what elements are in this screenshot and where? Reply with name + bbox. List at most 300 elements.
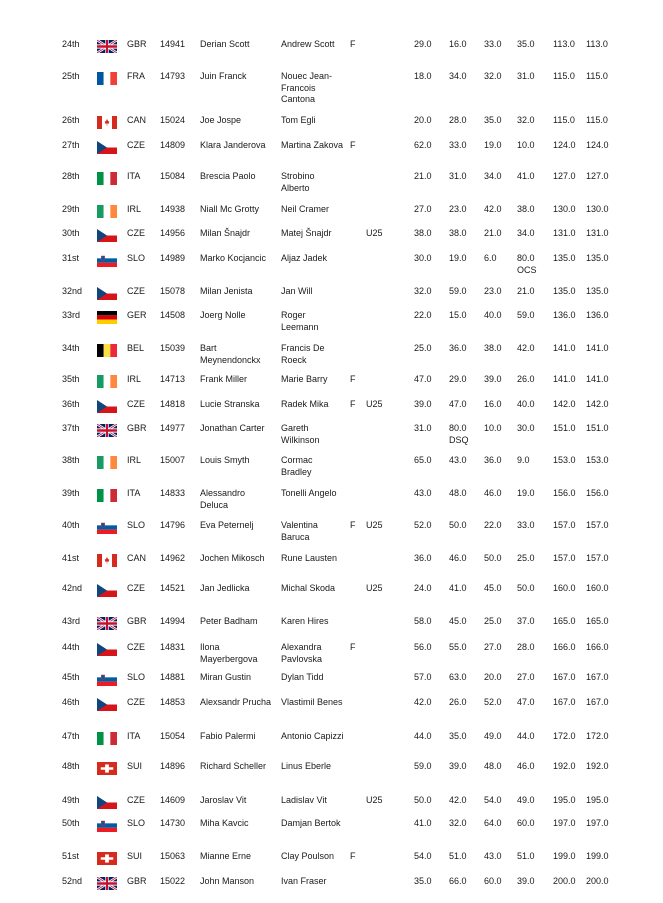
cell-sail: 15007: [160, 455, 186, 465]
cell-helm: Marko Kocjancic: [200, 253, 267, 263]
cell-r3: 23.0: [484, 286, 502, 296]
cell-nat: SLO: [127, 818, 146, 828]
cell-helm: Niall Mc Grotty: [200, 204, 260, 214]
cell-net: 127.0: [586, 171, 609, 181]
cell-r3: 43.0: [484, 851, 502, 861]
cell-total: 141.0: [553, 343, 576, 353]
cell-rank: 25th: [62, 71, 80, 81]
cell-r2: 45.0: [449, 616, 467, 626]
cell-nat: GBR: [127, 423, 147, 433]
cell-net: 136.0: [586, 310, 609, 320]
cell-total: 135.0: [553, 253, 576, 263]
cell-net: 113.0: [586, 39, 608, 49]
cell-r1: 43.0: [414, 488, 432, 498]
cell-rank: 30th: [62, 228, 80, 238]
flag-slo-icon: [97, 673, 117, 686]
cell-crew: Michal Skoda: [281, 583, 336, 593]
cell-sail: 14609: [160, 795, 186, 805]
flag-fra-icon: [97, 72, 117, 85]
cell-sail: 15054: [160, 731, 186, 741]
cell-net: 156.0: [586, 488, 609, 498]
cell-sail: 15063: [160, 851, 186, 861]
flag-ita-icon: [97, 172, 117, 185]
cell-nat: CZE: [127, 795, 145, 805]
cell-r1: 59.0: [414, 761, 432, 771]
cell-net: 172.0: [586, 731, 609, 741]
cell-crew: Cormac Bradley: [281, 455, 313, 477]
cell-sex: F: [350, 851, 356, 861]
cell-helm: Joe Jospe: [200, 115, 242, 125]
cell-crew: Valentina Baruca: [281, 520, 318, 542]
cell-r4: 80.0 OCS: [517, 253, 537, 275]
cell-crew: Andrew Scott: [281, 39, 335, 49]
flag-cze-icon: [97, 400, 117, 413]
cell-crew: Dylan Tidd: [281, 672, 324, 682]
cell-crew: Strobino Alberto: [281, 171, 315, 193]
cell-r3: 64.0: [484, 818, 502, 828]
cell-rank: 26th: [62, 115, 80, 125]
cell-sail: 14730: [160, 818, 186, 828]
cell-crew: Linus Eberle: [281, 761, 332, 771]
cell-total: 127.0: [553, 171, 576, 181]
flag-slo-icon: [97, 254, 117, 267]
cell-total: 115.0: [553, 115, 575, 125]
cell-nat: CZE: [127, 140, 145, 150]
cell-r4: 25.0: [517, 553, 535, 563]
cell-sex: F: [350, 39, 356, 49]
cell-sail: 14853: [160, 697, 186, 707]
cell-net: 200.0: [586, 876, 609, 886]
flag-bel-icon: [97, 344, 117, 357]
flag-gbr-icon: [97, 617, 117, 630]
cell-sail: 14896: [160, 761, 186, 771]
cell-net: 141.0: [586, 343, 609, 353]
cell-total: 157.0: [553, 520, 576, 530]
cell-r2: 15.0: [449, 310, 467, 320]
cell-nat: ITA: [127, 731, 141, 741]
cell-r2: 38.0: [449, 228, 467, 238]
cell-helm: Derian Scott: [200, 39, 250, 49]
cell-helm: Juin Franck: [200, 71, 247, 81]
cell-r4: 42.0: [517, 343, 535, 353]
cell-r3: 60.0: [484, 876, 502, 886]
cell-net: 135.0: [586, 286, 609, 296]
cell-nat: CZE: [127, 286, 145, 296]
cell-rank: 47th: [62, 731, 80, 741]
cell-sail: 14831: [160, 642, 186, 652]
cell-sail: 14938: [160, 204, 186, 214]
cell-helm: Lucie Stranska: [200, 399, 260, 409]
cell-rank: 37th: [62, 423, 80, 433]
cell-r4: 10.0: [517, 140, 535, 150]
cell-crew: Clay Poulson: [281, 851, 335, 861]
cell-net: 131.0: [586, 228, 609, 238]
cell-sail: 15084: [160, 171, 186, 181]
cell-nat: SLO: [127, 520, 146, 530]
cell-crew: Ladislav Vit: [281, 795, 327, 805]
cell-total: 165.0: [553, 616, 576, 626]
cell-r1: 57.0: [414, 672, 432, 682]
cell-nat: IRL: [127, 204, 142, 214]
cell-crew: Alexandra Pavlovska: [281, 642, 323, 664]
flag-irl-icon: [97, 205, 117, 218]
cell-helm: Bart Meynendonckx: [200, 343, 261, 365]
cell-r4: 28.0: [517, 642, 535, 652]
cell-helm: Frank Miller: [200, 374, 248, 384]
cell-nat: SUI: [127, 761, 143, 771]
flag-cze-icon: [97, 141, 117, 154]
cell-crew: Neil Cramer: [281, 204, 330, 214]
cell-r2: 31.0: [449, 171, 467, 181]
cell-r3: 19.0: [484, 140, 502, 150]
cell-r2: 80.0 DSQ: [449, 423, 469, 445]
flag-cze-icon: [97, 796, 117, 809]
cell-crew: Jan Will: [281, 286, 313, 296]
cell-rank: 31st: [62, 253, 80, 263]
cell-helm: Klara Janderova: [200, 140, 266, 150]
cell-rank: 40th: [62, 520, 80, 530]
cell-total: 172.0: [553, 731, 576, 741]
cell-net: 130.0: [586, 204, 609, 214]
cell-total: 136.0: [553, 310, 576, 320]
cell-total: 115.0: [553, 71, 575, 81]
cell-r3: 42.0: [484, 204, 502, 214]
cell-net: 166.0: [586, 642, 609, 652]
cell-r4: 37.0: [517, 616, 535, 626]
cell-helm: Ilona Mayerbergova: [200, 642, 258, 664]
cell-r3: 38.0: [484, 343, 502, 353]
cell-rank: 38th: [62, 455, 80, 465]
cell-helm: Richard Scheller: [200, 761, 267, 771]
cell-rank: 46th: [62, 697, 80, 707]
cell-cat: U25: [366, 228, 383, 238]
cell-nat: CZE: [127, 697, 145, 707]
cell-crew: Gareth Wilkinson: [281, 423, 320, 445]
cell-total: 131.0: [553, 228, 576, 238]
cell-crew: Roger Leemann: [281, 310, 319, 332]
cell-r3: 52.0: [484, 697, 502, 707]
cell-r3: 10.0: [484, 423, 502, 433]
cell-r3: 27.0: [484, 642, 502, 652]
cell-r4: 19.0: [517, 488, 535, 498]
cell-total: 124.0: [553, 140, 576, 150]
flag-irl-icon: [97, 456, 117, 469]
cell-nat: GBR: [127, 39, 147, 49]
cell-r3: 49.0: [484, 731, 502, 741]
cell-nat: SUI: [127, 851, 143, 861]
cell-total: 156.0: [553, 488, 576, 498]
cell-r4: 46.0: [517, 761, 535, 771]
cell-sail: 15024: [160, 115, 186, 125]
cell-r1: 54.0: [414, 851, 432, 861]
cell-net: 141.0: [586, 374, 609, 384]
cell-sail: 14809: [160, 140, 186, 150]
cell-r2: 55.0: [449, 642, 467, 652]
flag-cze-icon: [97, 643, 117, 656]
cell-total: 160.0: [553, 583, 576, 593]
flag-slo-icon: [97, 819, 117, 832]
cell-total: 200.0: [553, 876, 576, 886]
cell-r1: 38.0: [414, 228, 432, 238]
cell-r2: 35.0: [449, 731, 467, 741]
cell-helm: Milan Jenista: [200, 286, 253, 296]
cell-total: 151.0: [553, 423, 576, 433]
cell-rank: 42nd: [62, 583, 83, 593]
cell-r2: 42.0: [449, 795, 467, 805]
cell-rank: 36th: [62, 399, 80, 409]
cell-total: 199.0: [553, 851, 576, 861]
cell-sail: 14994: [160, 616, 186, 626]
cell-crew: Marie Barry: [281, 374, 328, 384]
cell-rank: 27th: [62, 140, 80, 150]
cell-helm: Fabio Palermi: [200, 731, 256, 741]
cell-total: 167.0: [553, 697, 576, 707]
cell-r3: 45.0: [484, 583, 502, 593]
cell-r4: 27.0: [517, 672, 535, 682]
cell-r3: 20.0: [484, 672, 502, 682]
cell-total: 197.0: [553, 818, 576, 828]
cell-rank: 39th: [62, 488, 80, 498]
cell-r4: 30.0: [517, 423, 535, 433]
cell-sail: 14962: [160, 553, 186, 563]
cell-r1: 50.0: [414, 795, 432, 805]
cell-r4: 33.0: [517, 520, 535, 530]
flag-sui-icon: [97, 852, 117, 865]
cell-r3: 39.0: [484, 374, 502, 384]
cell-rank: 50th: [62, 818, 80, 828]
cell-sail: 14508: [160, 310, 186, 320]
cell-r1: 30.0: [414, 253, 432, 263]
cell-r4: 35.0: [517, 39, 535, 49]
cell-r3: 50.0: [484, 553, 502, 563]
cell-r3: 22.0: [484, 520, 502, 530]
cell-r4: 34.0: [517, 228, 535, 238]
cell-r3: 6.0: [484, 253, 497, 263]
cell-r3: 33.0: [484, 39, 502, 49]
cell-rank: 28th: [62, 171, 80, 181]
cell-nat: IRL: [127, 374, 142, 384]
cell-r1: 31.0: [414, 423, 432, 433]
cell-net: 197.0: [586, 818, 609, 828]
cell-sail: 14956: [160, 228, 186, 238]
cell-helm: Jan Jedlicka: [200, 583, 250, 593]
cell-crew: Francis De Roeck: [281, 343, 325, 365]
cell-nat: CZE: [127, 642, 145, 652]
cell-rank: 51st: [62, 851, 80, 861]
cell-r2: 41.0: [449, 583, 467, 593]
cell-helm: Louis Smyth: [200, 455, 250, 465]
cell-net: 153.0: [586, 455, 609, 465]
cell-r4: 47.0: [517, 697, 535, 707]
cell-r2: 26.0: [449, 697, 467, 707]
cell-sail: 14793: [160, 71, 186, 81]
cell-r4: 51.0: [517, 851, 535, 861]
cell-total: 192.0: [553, 761, 576, 771]
cell-total: 153.0: [553, 455, 576, 465]
cell-r1: 47.0: [414, 374, 432, 384]
cell-crew: Damjan Bertok: [281, 818, 341, 828]
cell-r2: 48.0: [449, 488, 467, 498]
cell-helm: John Manson: [200, 876, 255, 886]
cell-sail: 15022: [160, 876, 186, 886]
cell-helm: Miran Gustin: [200, 672, 252, 682]
cell-r1: 39.0: [414, 399, 432, 409]
cell-helm: Milan Šnajdr: [200, 228, 251, 238]
cell-sex: F: [350, 520, 356, 530]
cell-nat: GER: [127, 310, 147, 320]
cell-rank: 29th: [62, 204, 80, 214]
cell-net: 165.0: [586, 616, 609, 626]
cell-r3: 48.0: [484, 761, 502, 771]
cell-r2: 36.0: [449, 343, 467, 353]
cell-nat: BEL: [127, 343, 145, 353]
cell-crew: Ivan Fraser: [281, 876, 327, 886]
cell-helm: Mianne Erne: [200, 851, 252, 861]
cell-net: 151.0: [586, 423, 609, 433]
cell-r2: 33.0: [449, 140, 467, 150]
cell-helm: Joerg Nolle: [200, 310, 246, 320]
cell-rank: 52nd: [62, 876, 83, 886]
cell-rank: 32nd: [62, 286, 83, 296]
cell-total: 141.0: [553, 374, 576, 384]
cell-r2: 34.0: [449, 71, 467, 81]
flag-can-icon: [97, 554, 117, 567]
cell-total: 113.0: [553, 39, 575, 49]
cell-r4: 26.0: [517, 374, 535, 384]
cell-sail: 14941: [160, 39, 186, 49]
cell-r2: 29.0: [449, 374, 467, 384]
cell-sail: 14881: [160, 672, 186, 682]
cell-nat: GBR: [127, 876, 147, 886]
cell-rank: 41st: [62, 553, 80, 563]
cell-rank: 35th: [62, 374, 80, 384]
cell-r2: 16.0: [449, 39, 467, 49]
cell-r3: 54.0: [484, 795, 502, 805]
cell-cat: U25: [366, 795, 383, 805]
cell-r1: 56.0: [414, 642, 432, 652]
cell-total: 142.0: [553, 399, 576, 409]
cell-net: 115.0: [586, 71, 608, 81]
cell-rank: 45th: [62, 672, 80, 682]
cell-crew: Tonelli Angelo: [281, 488, 337, 498]
cell-net: 167.0: [586, 672, 609, 682]
cell-r2: 63.0: [449, 672, 467, 682]
cell-total: 157.0: [553, 553, 576, 563]
cell-r1: 18.0: [414, 71, 432, 81]
cell-total: 195.0: [553, 795, 576, 805]
cell-helm: Jaroslav Vit: [200, 795, 247, 805]
cell-crew: Martina Zakova: [281, 140, 344, 150]
cell-net: 192.0: [586, 761, 609, 771]
cell-r1: 20.0: [414, 115, 432, 125]
flag-ger-icon: [97, 311, 117, 324]
cell-r4: 38.0: [517, 204, 535, 214]
cell-helm: Jonathan Carter: [200, 423, 265, 433]
cell-crew: Rune Lausten: [281, 553, 338, 563]
cell-r1: 21.0: [414, 171, 432, 181]
cell-helm: Brescia Paolo: [200, 171, 256, 181]
cell-r2: 51.0: [449, 851, 467, 861]
cell-crew: Matej Šnajdr: [281, 228, 332, 238]
flag-slo-icon: [97, 521, 117, 534]
cell-r3: 46.0: [484, 488, 502, 498]
cell-crew: Aljaz Jadek: [281, 253, 328, 263]
cell-sex: F: [350, 374, 356, 384]
cell-nat: FRA: [127, 71, 145, 81]
cell-crew: Nouec Jean-Francois Cantona: [281, 71, 333, 104]
cell-crew: Antonio Capizzi: [281, 731, 344, 741]
cell-total: 130.0: [553, 204, 576, 214]
cell-r4: 60.0: [517, 818, 535, 828]
cell-r3: 40.0: [484, 310, 502, 320]
cell-nat: SLO: [127, 672, 146, 682]
cell-net: 157.0: [586, 553, 609, 563]
cell-r2: 28.0: [449, 115, 467, 125]
cell-r1: 44.0: [414, 731, 432, 741]
cell-r1: 41.0: [414, 818, 432, 828]
cell-rank: 33rd: [62, 310, 81, 320]
cell-net: 160.0: [586, 583, 609, 593]
cell-sail: 14713: [160, 374, 186, 384]
cell-net: 157.0: [586, 520, 609, 530]
cell-r2: 47.0: [449, 399, 467, 409]
flag-ita-icon: [97, 732, 117, 745]
cell-total: 166.0: [553, 642, 576, 652]
cell-r1: 42.0: [414, 697, 432, 707]
cell-r2: 66.0: [449, 876, 467, 886]
cell-r4: 31.0: [517, 71, 535, 81]
cell-r3: 36.0: [484, 455, 502, 465]
cell-sex: F: [350, 399, 356, 409]
cell-rank: 48th: [62, 761, 80, 771]
cell-r1: 52.0: [414, 520, 432, 530]
cell-net: 142.0: [586, 399, 609, 409]
cell-nat: CZE: [127, 399, 145, 409]
flag-gbr-icon: [97, 424, 117, 437]
cell-sail: 14989: [160, 253, 186, 263]
cell-sail: 14818: [160, 399, 186, 409]
cell-sail: 14977: [160, 423, 186, 433]
cell-nat: CAN: [127, 115, 147, 125]
cell-r3: 35.0: [484, 115, 502, 125]
cell-total: 135.0: [553, 286, 576, 296]
cell-r1: 25.0: [414, 343, 432, 353]
cell-r4: 32.0: [517, 115, 535, 125]
cell-rank: 24th: [62, 39, 80, 49]
cell-sex: F: [350, 642, 356, 652]
cell-sail: 14796: [160, 520, 186, 530]
cell-r4: 21.0: [517, 286, 535, 296]
cell-r4: 49.0: [517, 795, 535, 805]
cell-r2: 43.0: [449, 455, 467, 465]
cell-helm: Eva Peternelj: [200, 520, 254, 530]
cell-rank: 43rd: [62, 616, 81, 626]
cell-helm: Alexsandr Prucha: [200, 697, 272, 707]
cell-r2: 39.0: [449, 761, 467, 771]
flag-can-icon: [97, 116, 117, 129]
cell-r4: 9.0: [517, 455, 530, 465]
cell-net: 167.0: [586, 697, 609, 707]
cell-nat: CZE: [127, 228, 145, 238]
flag-cze-icon: [97, 698, 117, 711]
cell-nat: ITA: [127, 171, 141, 181]
cell-r4: 41.0: [517, 171, 535, 181]
cell-r4: 39.0: [517, 876, 535, 886]
cell-nat: CAN: [127, 553, 147, 563]
cell-sex: F: [350, 140, 356, 150]
cell-total: 167.0: [553, 672, 576, 682]
cell-r4: 59.0: [517, 310, 535, 320]
